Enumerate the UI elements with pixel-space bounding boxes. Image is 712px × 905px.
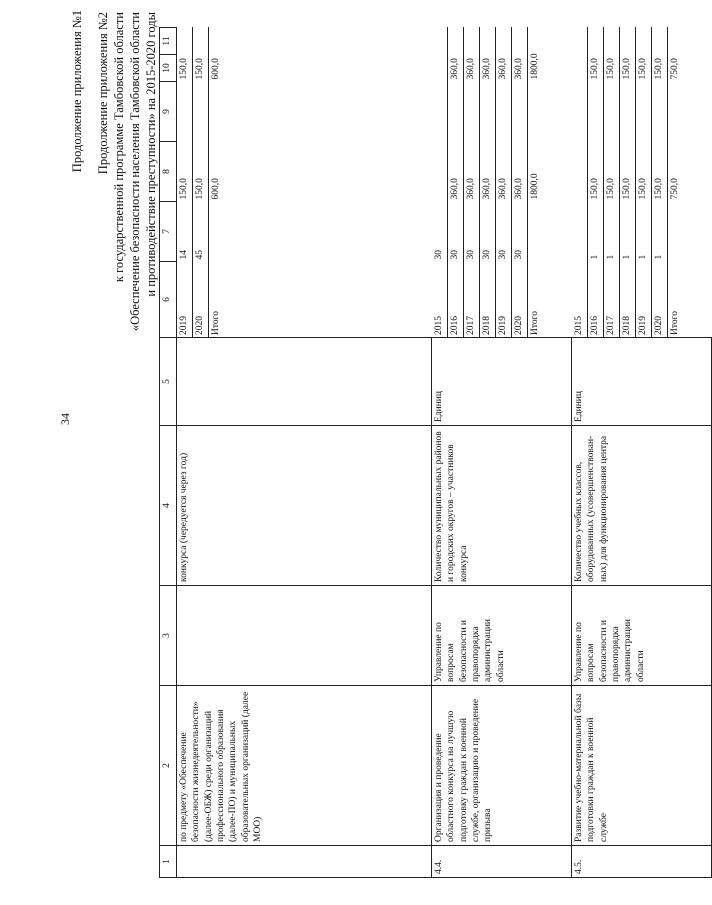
- column-number: 1: [160, 846, 177, 878]
- value: [667, 82, 683, 142]
- column-number: 3: [160, 586, 177, 686]
- year-row: [447, 202, 463, 262]
- value: [572, 82, 588, 142]
- unit: Единиц: [432, 338, 572, 426]
- value: [177, 82, 193, 142]
- year-values: [177, 202, 224, 262]
- value: [432, 82, 448, 142]
- value: [572, 142, 588, 202]
- title-line-1: «Обеспечение безопасности населения Тамбовской области: [128, 12, 142, 332]
- indicator-name: конкурса (чередуется через год): [177, 426, 432, 586]
- year-row: [209, 82, 225, 142]
- value: 360,0: [479, 142, 495, 202]
- year-row: [511, 142, 527, 202]
- value: 150,0: [619, 55, 635, 82]
- year-values: [432, 28, 543, 55]
- year-row: [209, 262, 225, 338]
- year-row: [432, 55, 448, 82]
- program-table: [159, 27, 712, 878]
- year-row: [619, 202, 635, 262]
- year-label: 2016: [447, 262, 463, 338]
- value: 150,0: [177, 142, 193, 202]
- year-row: [177, 82, 193, 142]
- unit: [177, 338, 432, 426]
- year-values: [572, 262, 683, 338]
- cell-years: [432, 262, 572, 338]
- value: [619, 28, 635, 55]
- value: [603, 82, 619, 142]
- value: 360,0: [495, 142, 511, 202]
- value: 1: [651, 202, 667, 262]
- cell-years: [177, 262, 432, 338]
- column-number: 11: [160, 28, 177, 55]
- value: 30: [432, 202, 448, 262]
- year-values: [432, 55, 543, 82]
- year-row: [651, 82, 667, 142]
- cell-c7: [177, 142, 432, 202]
- year-row: [511, 55, 527, 82]
- year-row: [619, 28, 635, 55]
- year-row: [479, 55, 495, 82]
- year-values: [177, 262, 224, 338]
- year-row: [463, 55, 479, 82]
- year-row: [209, 142, 225, 202]
- year-row: [209, 55, 225, 82]
- value: [572, 55, 588, 82]
- year-row: [432, 262, 448, 338]
- value: [479, 28, 495, 55]
- year-values: [572, 28, 683, 55]
- year-row: [463, 28, 479, 55]
- year-row: [587, 262, 603, 338]
- year-row: [432, 202, 448, 262]
- value: [432, 55, 448, 82]
- year-label: 2020: [511, 262, 527, 338]
- measure-name: Развитие учебно-материальной базы подготовки граждан к военной службе: [572, 686, 712, 846]
- year-row: [603, 142, 619, 202]
- value: [447, 82, 463, 142]
- year-row: [572, 142, 588, 202]
- column-number: 4: [160, 426, 177, 586]
- cell-c10: [177, 28, 432, 55]
- year-row: [667, 262, 683, 338]
- executor: Управление по вопросам безопасности и правопорядка администрации области: [432, 586, 572, 686]
- continuation-heading: Продолжение приложения №1: [70, 10, 84, 173]
- year-values: [177, 82, 224, 142]
- year-row: [479, 142, 495, 202]
- value: [587, 28, 603, 55]
- year-row: [667, 202, 683, 262]
- year-row: [447, 82, 463, 142]
- value: 600,0: [211, 178, 221, 200]
- year-row: [177, 262, 193, 338]
- cell-c9: [432, 55, 572, 82]
- indicator-name: Количество учебных классов, оборудованных (усовершенствован-ных) для функционирования центра: [572, 426, 712, 586]
- row-number: 4.4.: [432, 846, 572, 878]
- program-table-body: [160, 28, 712, 878]
- year-row: [527, 55, 543, 82]
- value: 150,0: [651, 55, 667, 82]
- value: 1: [619, 202, 635, 262]
- year-row: [193, 142, 209, 202]
- year-row: [177, 202, 193, 262]
- value: 30: [479, 202, 495, 262]
- table-row: [177, 28, 432, 878]
- value: [651, 82, 667, 142]
- value: [495, 82, 511, 142]
- value: 30: [447, 202, 463, 262]
- value: 150,0: [177, 55, 193, 82]
- year-row: [619, 262, 635, 338]
- program-heading: к государственной программе Тамбовской области: [112, 12, 126, 283]
- year-row: [527, 28, 543, 55]
- value: [432, 28, 448, 55]
- value: 750,0: [669, 58, 680, 80]
- year-label: 2015: [432, 262, 448, 338]
- cell-c9: [177, 55, 432, 82]
- value: 360,0: [511, 142, 527, 202]
- value: 150,0: [587, 55, 603, 82]
- year-row: [667, 28, 683, 55]
- year-values: [177, 142, 224, 202]
- year-label: 2017: [603, 262, 619, 338]
- year-row: [603, 262, 619, 338]
- value: [463, 28, 479, 55]
- year-row: [587, 28, 603, 55]
- year-row: [495, 202, 511, 262]
- year-label: Итого: [529, 310, 540, 335]
- value: 30: [511, 202, 527, 262]
- year-row: [177, 28, 193, 55]
- measure-name: по предмету «Обеспечение безопасности жизнедеятельности» (далее-ОБЖ) среди организаций профессионального образования (далее-ПО) и муниципальных образовательных организаций (далее МОО): [177, 686, 432, 846]
- year-row: [432, 142, 448, 202]
- column-number: 9: [160, 82, 177, 142]
- year-row: [177, 55, 193, 82]
- year-row: [667, 82, 683, 142]
- value: 1: [587, 202, 603, 262]
- year-row: [527, 202, 543, 262]
- value: [209, 202, 225, 262]
- value: 1: [603, 202, 619, 262]
- year-row: [479, 262, 495, 338]
- value: [527, 82, 543, 142]
- year-row: [572, 55, 588, 82]
- year-row: [651, 55, 667, 82]
- year-row: [603, 202, 619, 262]
- year-row: [432, 82, 448, 142]
- year-label: 2018: [619, 262, 635, 338]
- year-row: [193, 262, 209, 338]
- measure-name: Организация и проведение областного конкурса на лучшую подготовку граждан к военной службе, организацию и проведение призыва: [432, 686, 572, 846]
- value: [447, 28, 463, 55]
- year-row: [527, 142, 543, 202]
- year-values: [572, 55, 683, 82]
- unit: Единиц: [572, 338, 712, 426]
- year-row: [193, 202, 209, 262]
- value: [432, 142, 448, 202]
- year-label: 2019: [635, 262, 651, 338]
- year-label: 2017: [463, 262, 479, 338]
- table-row: [432, 28, 572, 878]
- year-row: [177, 142, 193, 202]
- year-row: [511, 202, 527, 262]
- value: [587, 82, 603, 142]
- year-row: [495, 262, 511, 338]
- year-label: Итого: [669, 310, 680, 335]
- row-number: [177, 846, 432, 878]
- year-row: [619, 55, 635, 82]
- year-row: [479, 82, 495, 142]
- year-row: [463, 262, 479, 338]
- year-row: [447, 28, 463, 55]
- year-row: [193, 82, 209, 142]
- value: 360,0: [463, 55, 479, 82]
- year-label: 2019: [495, 262, 511, 338]
- year-values: [432, 142, 543, 202]
- value: [511, 82, 527, 142]
- year-row: [667, 142, 683, 202]
- year-row: [193, 28, 209, 55]
- year-row: [527, 262, 543, 338]
- value: 150,0: [603, 142, 619, 202]
- year-row: [511, 28, 527, 55]
- cell-c8: [177, 82, 432, 142]
- value: 360,0: [511, 55, 527, 82]
- year-label: 2018: [479, 262, 495, 338]
- cell-c8: [432, 82, 572, 142]
- value: [651, 28, 667, 55]
- value: [495, 28, 511, 55]
- value: 150,0: [193, 142, 209, 202]
- value: [527, 28, 543, 55]
- year-row: [432, 28, 448, 55]
- value: 150,0: [193, 55, 209, 82]
- year-row: [527, 82, 543, 142]
- value: [209, 82, 225, 142]
- year-row: [635, 55, 651, 82]
- year-label: 2019: [177, 262, 193, 338]
- value: 30: [463, 202, 479, 262]
- value: 360,0: [463, 142, 479, 202]
- value: [572, 28, 588, 55]
- value: [619, 82, 635, 142]
- year-row: [463, 142, 479, 202]
- year-row: [651, 142, 667, 202]
- cell-c6: [432, 202, 572, 262]
- year-row: [572, 262, 588, 338]
- year-row: [635, 28, 651, 55]
- year-row: [603, 28, 619, 55]
- year-row: [463, 202, 479, 262]
- cell-c10: [432, 28, 572, 55]
- value: 1: [635, 202, 651, 262]
- value: 750,0: [669, 178, 680, 200]
- cell-c7: [572, 142, 712, 202]
- year-row: [587, 142, 603, 202]
- year-row: [209, 28, 225, 55]
- year-row: [651, 262, 667, 338]
- value: [603, 28, 619, 55]
- year-row: [572, 28, 588, 55]
- year-row: [651, 28, 667, 55]
- executor: Управление по вопросам безопасности и правопорядка администрации области: [572, 586, 712, 686]
- value: [511, 28, 527, 55]
- year-row: [479, 28, 495, 55]
- value: [667, 202, 683, 262]
- value: 45: [193, 202, 209, 262]
- value: 1800,0: [529, 173, 540, 200]
- year-values: [572, 202, 683, 262]
- value: 150,0: [603, 55, 619, 82]
- value: [572, 202, 588, 262]
- year-row: [635, 202, 651, 262]
- year-row: [635, 82, 651, 142]
- year-row: [667, 55, 683, 82]
- value: 14: [177, 202, 193, 262]
- year-row: [479, 202, 495, 262]
- year-row: [495, 28, 511, 55]
- executor: [177, 586, 432, 686]
- year-values: [572, 82, 683, 142]
- value: 30: [495, 202, 511, 262]
- year-row: [209, 202, 225, 262]
- title-line-2: и противодействие преступности» на 2015-2020 годы: [144, 12, 158, 297]
- cell-c6: [572, 202, 712, 262]
- year-row: [635, 142, 651, 202]
- value: 150,0: [651, 142, 667, 202]
- value: [177, 28, 193, 55]
- value: [193, 28, 209, 55]
- year-row: [619, 142, 635, 202]
- year-row: [651, 202, 667, 262]
- year-row: [587, 202, 603, 262]
- indicator-name: Количество муниципальных районов и городских округов – участников конкурса: [432, 426, 572, 586]
- page-number: 34: [58, 413, 72, 425]
- cell-c7: [432, 142, 572, 202]
- year-label: 2016: [587, 262, 603, 338]
- value: 150,0: [635, 55, 651, 82]
- appendix-heading: Продолжение приложения №2: [96, 12, 110, 175]
- year-label: 2020: [651, 262, 667, 338]
- year-row: [447, 55, 463, 82]
- cell-c10: [572, 28, 712, 55]
- year-values: [177, 28, 224, 55]
- cell-c6: [177, 202, 432, 262]
- value: 150,0: [619, 142, 635, 202]
- year-row: [572, 202, 588, 262]
- value: 360,0: [447, 55, 463, 82]
- column-number: 8: [160, 142, 177, 202]
- column-number: 7: [160, 202, 177, 262]
- value: 600,0: [211, 58, 221, 80]
- year-row: [619, 82, 635, 142]
- year-row: [511, 262, 527, 338]
- year-row: [447, 142, 463, 202]
- column-number: 2: [160, 686, 177, 846]
- column-number-row: [160, 28, 177, 878]
- value: 1800,0: [529, 53, 540, 80]
- year-values: [432, 202, 543, 262]
- year-row: [495, 55, 511, 82]
- year-label: 2020: [193, 262, 209, 338]
- cell-c9: [572, 55, 712, 82]
- value: 360,0: [479, 55, 495, 82]
- year-row: [511, 82, 527, 142]
- year-values: [432, 82, 543, 142]
- value: 150,0: [587, 142, 603, 202]
- value: [667, 28, 683, 55]
- column-number: 5: [160, 338, 177, 426]
- value: 360,0: [447, 142, 463, 202]
- row-number: 4.5.: [572, 846, 712, 878]
- program-table-wrapper: [159, 28, 680, 878]
- year-values: [432, 262, 543, 338]
- value: 360,0: [495, 55, 511, 82]
- value: [193, 82, 209, 142]
- year-row: [603, 55, 619, 82]
- value: [463, 82, 479, 142]
- year-label: Итого: [211, 310, 221, 335]
- cell-years: [572, 262, 712, 338]
- year-row: [463, 82, 479, 142]
- value: [527, 202, 543, 262]
- year-row: [495, 142, 511, 202]
- year-row: [447, 262, 463, 338]
- year-row: [193, 55, 209, 82]
- year-values: [572, 142, 683, 202]
- year-values: [177, 55, 224, 82]
- year-row: [635, 262, 651, 338]
- value: [479, 82, 495, 142]
- table-row: [572, 28, 712, 878]
- value: [635, 82, 651, 142]
- year-row: [587, 82, 603, 142]
- value: [209, 28, 225, 55]
- year-row: [587, 55, 603, 82]
- cell-c8: [572, 82, 712, 142]
- year-row: [603, 82, 619, 142]
- column-number: 10: [160, 55, 177, 82]
- value: [635, 28, 651, 55]
- column-number: 6: [160, 262, 177, 338]
- year-label: 2015: [572, 262, 588, 338]
- year-row: [495, 82, 511, 142]
- year-row: [572, 82, 588, 142]
- value: 150,0: [635, 142, 651, 202]
